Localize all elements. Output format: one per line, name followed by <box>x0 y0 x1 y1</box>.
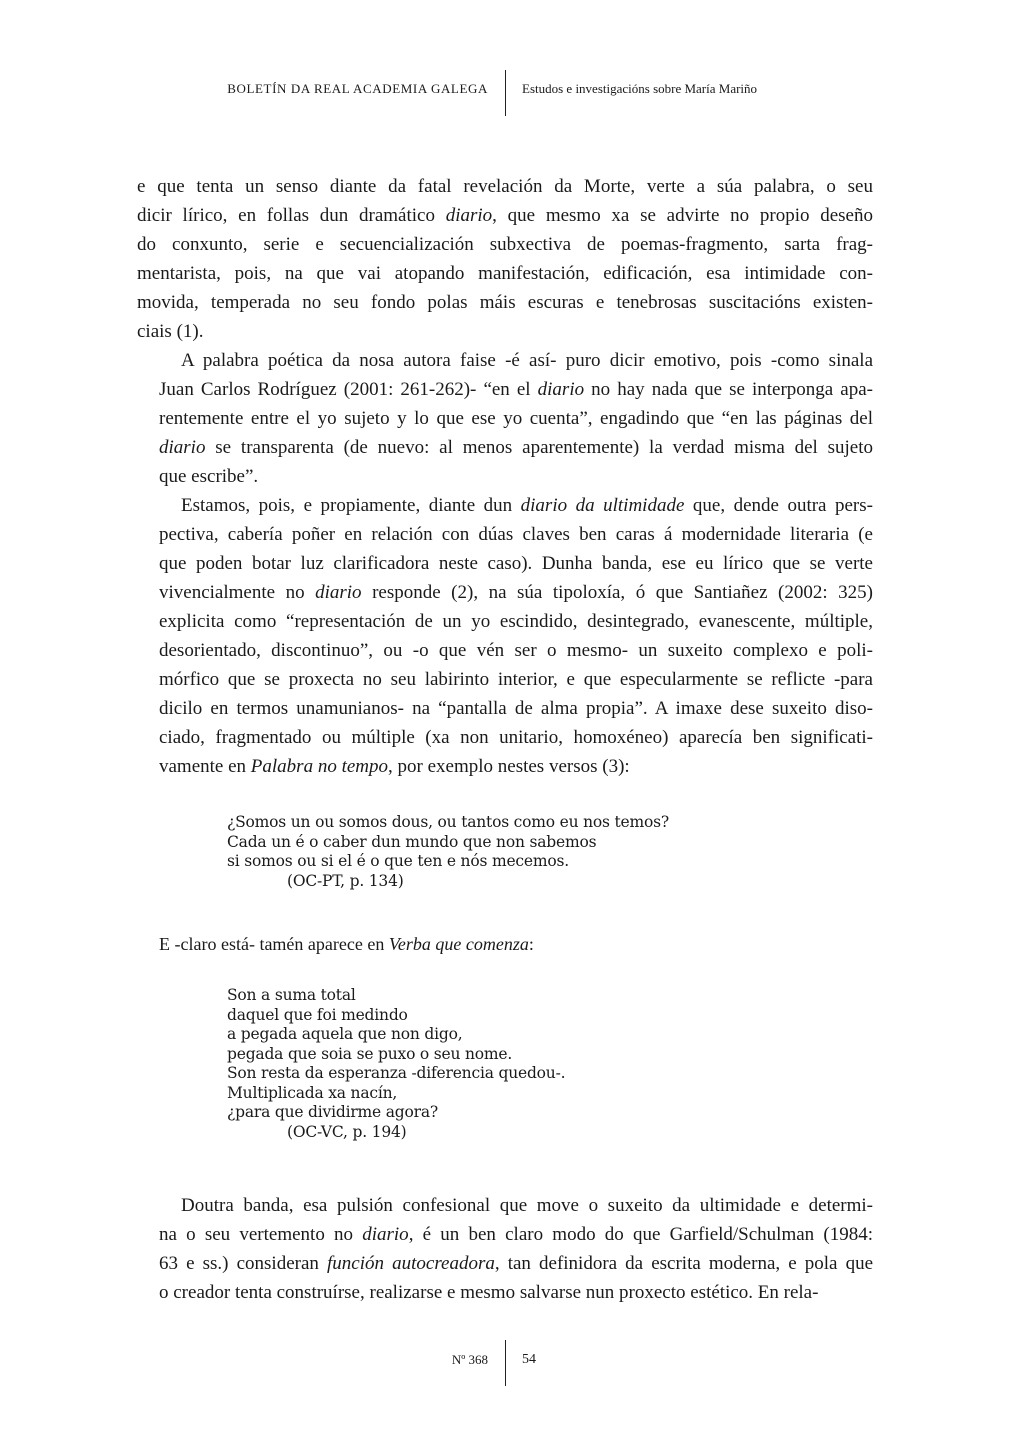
italic-text: Palabra no tempo <box>250 756 389 777</box>
body-text <box>137 172 873 781</box>
text-line <box>137 636 873 665</box>
text-run: Juan Carlos Rodríguez (2001: 261-262)- “en el <box>159 379 538 400</box>
text-run: pectiva, cabería poñer en relación con dúas claves ben caras á modernidade literaria (e <box>159 524 873 545</box>
verse-line: Son resta da esperanza -diferencia quedou-. <box>227 1064 566 1082</box>
italic-text: diario <box>362 1224 409 1245</box>
text-run: Doutra banda, esa pulsión confesional que move o suxeito da ultimidade e determi- <box>181 1195 873 1216</box>
text-line <box>137 230 873 259</box>
text-run: no hay nada que se interponga apa- <box>584 379 873 400</box>
text-run: na o seu vertemento no <box>159 1224 363 1245</box>
paragraph <box>137 1191 873 1307</box>
paragraph <box>137 1191 873 1307</box>
header-divider <box>505 70 506 116</box>
text-run: desorientado, discontinuo”, ou -o que vén ser o mesmo- un suxeito complexo e poli- <box>159 640 873 661</box>
text-run: do conxunto, serie e secuencialización subxectiva de poemas-fragmento, sarta frag- <box>137 234 873 255</box>
text-run: que poden botar luz clarificadora neste caso). Dunha banda, ese eu lírico que se verte <box>159 553 873 574</box>
italic-text: diario <box>159 437 206 458</box>
text-run: responde (2), na súa tipoloxía, ó que Santiañez (2002: 325) <box>361 582 873 603</box>
text-line <box>137 1249 873 1278</box>
running-footer <box>0 1338 1010 1388</box>
verse-line: ¿Somos un ou somos dous, ou tantos como eu nos temos? <box>227 813 670 831</box>
verse-line: ¿para que dividirme agora? <box>227 1103 438 1121</box>
verse-line: Son a suma total <box>227 986 356 1004</box>
text-run: , que mesmo xa se advirte no propio deseño <box>492 205 873 226</box>
verse-line: a pegada aquela que non digo, <box>227 1025 463 1043</box>
text-run: , é un ben claro modo do que Garfield/Schulman (1984: <box>408 1224 873 1245</box>
paragraph <box>137 491 873 781</box>
text-run: e que tenta un senso diante da fatal revelación da Morte, verte a súa palabra, o seu <box>137 176 873 197</box>
poem-source: (OC-VC, p. 194) <box>287 1122 407 1141</box>
verse-line: daquel que foi medindo <box>227 1005 408 1024</box>
text-line <box>137 433 873 462</box>
text-line <box>137 694 873 723</box>
text-line <box>137 346 873 375</box>
italic-text: diario da ultimidade <box>520 495 685 516</box>
poem-quote-1 <box>227 813 669 891</box>
text-line <box>137 607 873 636</box>
final-paragraph <box>137 1191 873 1307</box>
text-line <box>137 578 873 607</box>
paragraph <box>137 346 873 491</box>
text-run: ciado, fragmentado ou múltiple (xa non unitario, homoxéneo) aparecía ben significati- <box>159 727 873 748</box>
text-line <box>137 520 873 549</box>
text-run: vivencialmente no <box>159 582 316 603</box>
italic-text: función autocreadora <box>327 1253 495 1274</box>
text-run: movida, temperada no seu fondo polas máis escuras e tenebrosas suscitacións existen- <box>137 292 873 313</box>
text-line <box>137 1191 873 1220</box>
poem-source: (OC-PT, p. 134) <box>287 871 404 890</box>
text-run: mentarista, pois, na que vai atopando manifestación, edificación, esa intimidade con- <box>137 263 873 284</box>
poem-lines <box>227 813 669 872</box>
text-run: A palabra poética da nosa autora faise -é así- puro dicir emotivo, pois -como sinala <box>181 350 873 371</box>
verse-line: pegada que soia se puxo o seu nome. <box>227 1044 513 1063</box>
text-run: 63 e ss.) consideran <box>159 1253 328 1274</box>
journal-title: BOLETÍN DA REAL ACADEMIA GALEGA <box>227 81 488 96</box>
text-run: explicita como “representación de un yo escindido, desintegrado, evanescente, múltiple, <box>159 611 873 632</box>
text-line <box>137 1278 873 1307</box>
verse-line: si somos ou si el é o que ten e nós mecemos. <box>227 852 569 870</box>
issue-number: Nº 368 <box>451 1352 488 1367</box>
text-line <box>137 201 873 230</box>
text-line <box>137 491 873 520</box>
text-run: que, dende outra pers- <box>684 495 873 516</box>
text-run: se transparenta (de nuevo: al menos aparentemente) la verdad misma del sujeto <box>205 437 873 458</box>
text-line <box>137 288 873 317</box>
paragraphs <box>137 172 873 781</box>
italic-text: diario <box>537 379 585 400</box>
text-run: rentemente entre el yo sujeto y lo que ese yo cuenta”, engadindo que “en las páginas del <box>159 408 873 429</box>
poem-quote-2 <box>227 986 565 1142</box>
transition-text: E -claro está- tamén aparece en <box>159 934 389 954</box>
text-line <box>137 259 873 288</box>
text-line <box>137 404 873 433</box>
text-line <box>137 172 873 201</box>
verse-line: Multiplicada xa nacín, <box>227 1083 398 1102</box>
italic-text: diario <box>445 205 493 226</box>
transition-punct: : <box>528 934 534 954</box>
text-line <box>137 549 873 578</box>
text-line <box>137 752 873 781</box>
text-run: ciais (1). <box>137 321 204 342</box>
text-line <box>137 317 873 346</box>
work-title: Verba que comenza <box>388 934 529 954</box>
text-line <box>137 1220 873 1249</box>
footer-divider <box>505 1340 506 1386</box>
text-run: mórfico que se proxecta no seu labirinto interior, e que especularmente se reflicte -para <box>159 669 873 690</box>
poem-lines <box>227 986 565 1123</box>
text-run: que escribe”. <box>159 466 259 487</box>
text-run: vamente en <box>159 756 251 777</box>
running-header <box>0 68 1010 118</box>
page-number: 54 <box>522 1352 536 1367</box>
italic-text: diario <box>315 582 362 603</box>
paragraph <box>137 172 873 346</box>
verse-line: Cada un é o caber dun mundo que non sabemos <box>227 832 597 851</box>
text-run: dicir lírico, en follas dun dramático <box>137 205 446 226</box>
text-line <box>137 723 873 752</box>
text-line <box>137 462 873 491</box>
text-line <box>137 665 873 694</box>
text-run: o creador tenta construírse, realizarse e mesmo salvarse nun proxecto estético. En rela- <box>159 1282 819 1303</box>
text-run: , tan definidora da escrita moderna, e pola que <box>494 1253 874 1274</box>
transition-line <box>159 934 534 955</box>
text-run: , por exemplo nestes versos (3): <box>388 756 630 777</box>
section-title: Estudos e investigacións sobre María Mariño <box>522 81 758 96</box>
text-run: Estamos, pois, e propiamente, diante dun <box>181 495 521 516</box>
text-run: dicilo en termos unamunianos- na “pantalla de alma propia”. A imaxe dese suxeito diso- <box>159 698 873 719</box>
text-line <box>137 375 873 404</box>
